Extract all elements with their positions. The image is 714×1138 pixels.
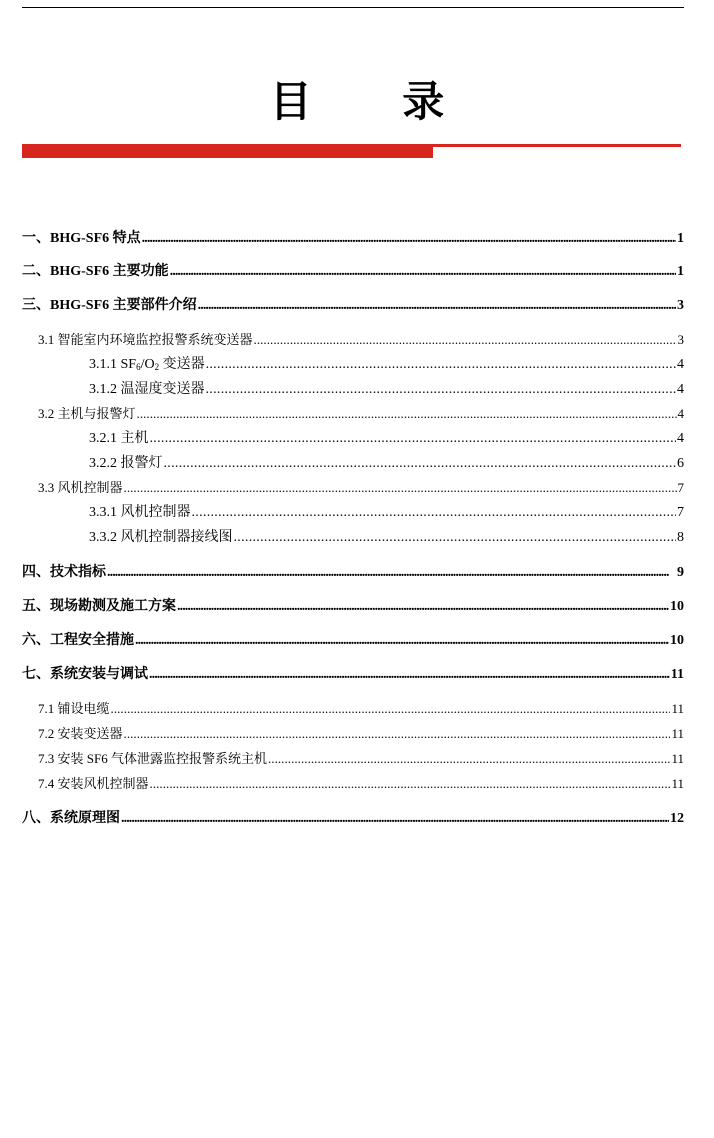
toc-entry-label: 3.3 风机控制器 (38, 480, 123, 495)
toc-leader (150, 431, 677, 447)
toc-entry-3-1-2[interactable] (89, 378, 684, 396)
toc-page-number: 10 (670, 633, 684, 648)
toc-entry-label: 7.4 安装风机控制器 (38, 776, 149, 791)
toc-leader (164, 456, 677, 472)
toc-leader (135, 633, 669, 649)
toc-leader (177, 599, 669, 615)
toc-entry-3-3-1[interactable] (89, 501, 684, 519)
toc-entry-label: 八、系统原理图 (22, 811, 120, 826)
title-underline-thin (433, 144, 681, 147)
toc-entry-7-2[interactable] (38, 723, 684, 741)
toc-leader (206, 382, 677, 398)
toc-page-number: 4 (677, 431, 684, 446)
toc-page-number: 3 (677, 298, 684, 313)
toc-entry-5[interactable] (22, 595, 684, 615)
toc-page-number: 11 (671, 701, 684, 716)
toc-entry-label: 六、工程安全措施 (22, 633, 134, 648)
toc-entry-3[interactable] (22, 294, 684, 314)
toc-entry-6[interactable] (22, 629, 684, 649)
toc-page-number: 11 (671, 726, 684, 741)
toc-entry-2[interactable] (22, 260, 684, 280)
toc-leader (234, 530, 677, 546)
toc-page-number: 4 (677, 382, 684, 397)
toc-entry-3-2-2[interactable] (89, 452, 684, 470)
toc-entry-3-1[interactable] (38, 329, 684, 347)
toc-entry-label: 3.3.1 风机控制器 (89, 505, 191, 520)
toc-entry-label: 7.2 安装变送器 (38, 726, 123, 741)
toc-entry-1[interactable] (22, 227, 684, 247)
toc-page-number: 11 (671, 776, 684, 791)
toc-entry-label: 3.2.2 报警灯 (89, 456, 163, 471)
toc-entry-label: 7.1 铺设电缆 (38, 701, 110, 716)
toc-leader (206, 357, 676, 373)
toc-entry-label: 3.1.2 温湿度变送器 (89, 382, 205, 397)
toc-entry-label: 3.3.2 风机控制器接线图 (89, 530, 233, 545)
toc-page-number: 6 (677, 456, 684, 471)
toc-leader (124, 726, 671, 742)
toc-leader (254, 332, 677, 348)
toc-entry-label: 五、现场勘测及施工方案 (22, 599, 176, 614)
toc-entry-7[interactable] (22, 663, 684, 683)
toc-entry-label: 3.1.1 $SF_6/O_2$ 变送器 (89, 357, 205, 372)
toc-entry-label: 四、技术指标 (22, 565, 106, 580)
toc-leader (170, 264, 676, 280)
toc-entry-3-3[interactable] (38, 477, 684, 495)
toc-leader (121, 811, 669, 827)
toc-page-number: 3 (677, 332, 684, 347)
toc-entry-label: 一、BHG-SF6 特点 (22, 231, 141, 246)
toc-page-number: 4 (677, 357, 684, 372)
toc-entry-label: 3.2.1 主机 (89, 431, 149, 446)
toc-entry-3-2[interactable] (38, 403, 684, 421)
toc-leader (198, 298, 676, 314)
toc-page-number: 8 (677, 530, 684, 545)
toc-leader (192, 505, 677, 521)
toc-leader (137, 406, 677, 422)
toc-page-number: 11 (671, 751, 684, 766)
toc-page-number: 12 (670, 811, 684, 826)
toc-entry-4[interactable] (22, 561, 684, 581)
toc-entry-label: 7.3 安装 SF6 气体泄露监控报警系统主机 (38, 751, 267, 766)
title-underline-thick (22, 144, 433, 158)
toc-page-number: 4 (677, 406, 684, 421)
page-title: 目 录 (269, 77, 483, 126)
header-rule (22, 7, 684, 8)
toc-page-number: 9 (677, 565, 684, 580)
toc-leader (107, 565, 676, 581)
toc-entry-label: 二、BHG-SF6 主要功能 (22, 264, 169, 279)
toc-leader (124, 480, 677, 496)
toc-page-number: 10 (670, 599, 684, 614)
toc-entry-3-1-1[interactable] (89, 353, 684, 371)
toc-entry-3-3-2[interactable] (89, 526, 684, 544)
toc-entry-8[interactable] (22, 807, 684, 827)
toc-entry-3-2-1[interactable] (89, 427, 684, 445)
toc-entry-label: 七、系统安装与调试 (22, 667, 148, 682)
toc-leader (149, 667, 670, 683)
toc-page-number: 7 (677, 505, 684, 520)
toc-entry-label: 3.1 智能室内环境监控报警系统变送器 (38, 332, 253, 347)
toc-leader (150, 776, 671, 792)
toc-page-number: 11 (670, 667, 684, 682)
toc-entry-label: 3.2 主机与报警灯 (38, 406, 136, 421)
toc-page-number: 1 (677, 264, 684, 279)
toc-page-number: 7 (677, 480, 684, 495)
toc-leader (268, 751, 671, 767)
toc-entry-label: 三、BHG-SF6 主要部件介绍 (22, 298, 197, 313)
toc-entry-7-3[interactable] (38, 748, 684, 766)
toc-leader (111, 701, 671, 717)
toc-entry-7-4[interactable] (38, 773, 684, 791)
toc-entry-7-1[interactable] (38, 698, 684, 716)
toc-leader (142, 231, 676, 247)
toc-page-number: 1 (677, 231, 684, 246)
